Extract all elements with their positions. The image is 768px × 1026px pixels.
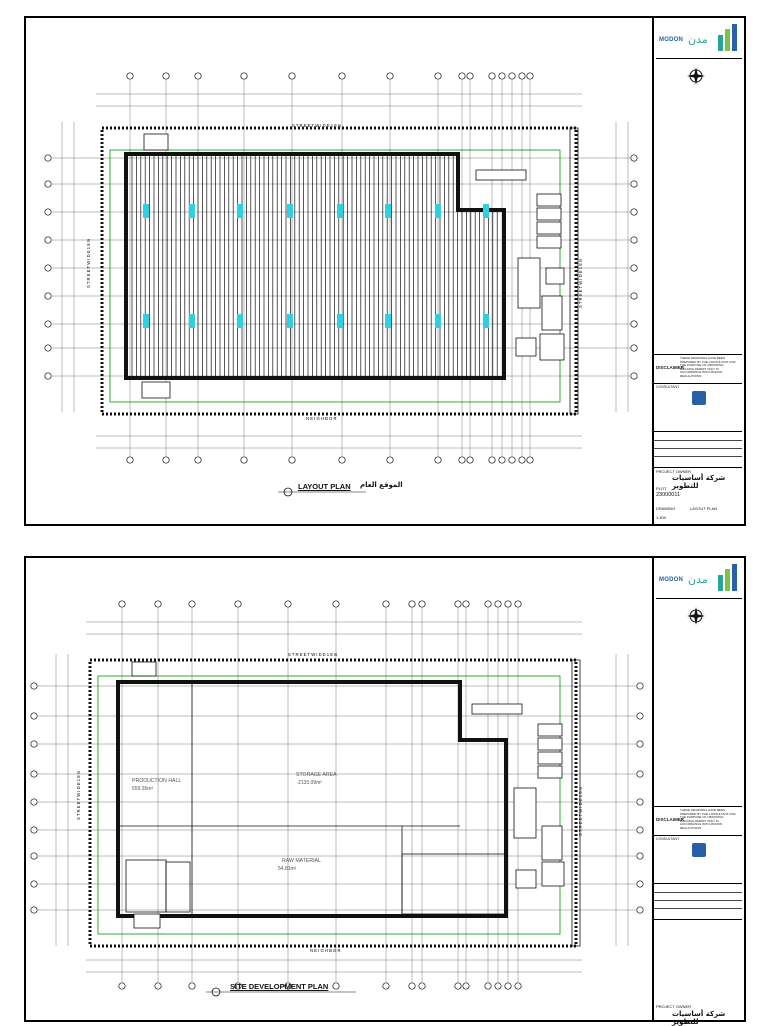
grid-bubble xyxy=(463,601,469,607)
client-logo xyxy=(656,20,742,59)
window-mark xyxy=(337,204,343,218)
title-block xyxy=(652,558,744,1026)
gate-box xyxy=(142,382,170,398)
grid-bubble xyxy=(383,601,389,607)
grid-bubble xyxy=(127,73,133,79)
brand-name: MODON xyxy=(659,577,683,583)
revision-table xyxy=(654,432,742,468)
logo-bars-icon xyxy=(716,563,740,593)
grid-bubble xyxy=(45,265,51,271)
grid-bubble xyxy=(489,457,495,463)
grid-bubble xyxy=(495,983,501,989)
grid-bubble xyxy=(163,73,169,79)
owner-name: شركة أساسيات للتطوير xyxy=(672,474,726,490)
grid-bubble xyxy=(631,321,637,327)
grid-bubble xyxy=(631,209,637,215)
grid-bubble xyxy=(31,907,37,913)
neighbor-label: N E I G H B O R xyxy=(310,948,341,953)
grid-bubble xyxy=(289,457,295,463)
layout-plan-drawing xyxy=(26,18,654,524)
grid-bubble xyxy=(333,601,339,607)
grid-bubble xyxy=(495,601,501,607)
grid-bubble xyxy=(419,983,425,989)
grid-bubble xyxy=(241,73,247,79)
grid-bubble xyxy=(339,457,345,463)
grid-bubble xyxy=(119,983,125,989)
label-box xyxy=(476,170,526,180)
grid-bubble xyxy=(339,73,345,79)
grid-bubble xyxy=(637,771,643,777)
grid-bubble xyxy=(455,983,461,989)
green-setback-line xyxy=(98,676,560,934)
grid-bubble xyxy=(419,601,425,607)
window-mark xyxy=(143,204,149,218)
revision-table xyxy=(654,884,742,920)
grid-bubble xyxy=(485,601,491,607)
grid-bubble xyxy=(45,237,51,243)
disclaimer-box xyxy=(654,806,742,836)
grid-bubble xyxy=(195,457,201,463)
grid-bubble xyxy=(637,907,643,913)
disclaimer-label: DISCLAIMER xyxy=(656,817,684,822)
grid-bubble xyxy=(31,683,37,689)
grid-bubble xyxy=(637,799,643,805)
brand-name: MODON xyxy=(659,37,683,43)
street-label-top: S T R E E T W I D E 1 8 m xyxy=(288,652,338,657)
grid-bubble xyxy=(489,73,495,79)
street-label-right: S T R E E T W I D E 1 8 m xyxy=(578,786,583,836)
grid-bubble xyxy=(333,983,339,989)
street-label-top: S T R E E T W I D E 1 8 m xyxy=(292,123,342,128)
disclaimer-box xyxy=(654,354,742,384)
drawing-title: SITE DEVELOPMENT PLAN xyxy=(230,982,329,991)
grid-bubble xyxy=(31,853,37,859)
grid-bubble xyxy=(637,741,643,747)
grid-bubble xyxy=(637,683,643,689)
drawing-label: DRAWING xyxy=(656,506,676,511)
grid-bubble xyxy=(387,73,393,79)
grid-bubble xyxy=(235,601,241,607)
grid-bubble xyxy=(515,601,521,607)
owner-name: شركة أساسيات للتطوير xyxy=(672,1010,726,1026)
grid-bubble xyxy=(637,881,643,887)
grid-bubble xyxy=(631,237,637,243)
owner-label: PROJECT OWNER xyxy=(656,1004,692,1009)
window-mark xyxy=(237,314,243,328)
service-area xyxy=(514,660,580,946)
grid-bubble xyxy=(527,73,533,79)
scale-value: 1:400 xyxy=(656,515,667,520)
window-mark xyxy=(287,314,293,328)
grid-bubble xyxy=(119,601,125,607)
consultant-logo-icon xyxy=(692,843,706,857)
grid-bubble xyxy=(637,713,643,719)
grid-bubble xyxy=(409,601,415,607)
plot-label: PLOT xyxy=(656,486,667,491)
grid-bubble xyxy=(409,983,415,989)
building-outline xyxy=(126,154,504,378)
window-mark xyxy=(483,204,489,218)
label-box xyxy=(472,704,522,714)
grid-bubble xyxy=(631,265,637,271)
grid-bubble xyxy=(509,457,515,463)
grid-bubble xyxy=(467,73,473,79)
logo-bars-icon xyxy=(716,23,740,53)
consultant-box xyxy=(654,836,742,884)
interior-walls xyxy=(120,684,506,914)
windows xyxy=(143,204,489,328)
client-logo xyxy=(656,560,742,599)
grid-bubble xyxy=(519,457,525,463)
grid-bubble xyxy=(631,345,637,351)
window-mark xyxy=(435,314,441,328)
grid-bubble xyxy=(31,827,37,833)
grid-bubble xyxy=(463,983,469,989)
consultant-logo-icon xyxy=(692,391,706,405)
north-arrow-icon xyxy=(686,66,706,86)
gate-box xyxy=(132,662,156,676)
grid-bubble xyxy=(45,155,51,161)
disclaimer-text: THESE DRAWINGS HAVE BEEN PREPARED BY THE CONSULTANT FOR THE PURPOSE OF OBTAINING BUILDING PERMIT ONLY IN ACCORDANCE WITH MODON REGULATIONS xyxy=(680,808,736,830)
grid-bubble xyxy=(631,181,637,187)
window-mark xyxy=(435,204,441,218)
street-label-left: S T R E E T W I D E 1 8 m xyxy=(76,770,81,820)
grid-bubble xyxy=(45,321,51,327)
owner-label: PROJECT OWNER xyxy=(656,469,692,474)
window-mark xyxy=(337,314,343,328)
window-mark xyxy=(189,314,195,328)
grid-bubble xyxy=(455,601,461,607)
grid-bubble xyxy=(637,853,643,859)
window-mark xyxy=(385,314,391,328)
grid-bubble xyxy=(45,373,51,379)
grid-bubble xyxy=(527,457,533,463)
north-arrow-icon xyxy=(686,606,706,626)
grid-bubble xyxy=(31,799,37,805)
grid-bubble xyxy=(509,73,515,79)
disclaimer-label: DISCLAIMER xyxy=(656,365,684,370)
grid-bubble xyxy=(31,881,37,887)
room-area-production-hall: 559.35m² xyxy=(132,786,154,792)
grid-bubble xyxy=(519,73,525,79)
window-mark xyxy=(143,314,149,328)
grid-bubble xyxy=(189,983,195,989)
grid-bubble xyxy=(499,457,505,463)
consultant-box xyxy=(654,384,742,432)
building-outline xyxy=(118,682,506,916)
street-label-right: S T R E E T W I D E 1 8 m xyxy=(578,258,583,308)
drawing-value: LAYOUT PLAN xyxy=(690,506,718,511)
window-mark xyxy=(385,204,391,218)
roof-structure xyxy=(132,156,497,376)
gate-box xyxy=(134,914,160,928)
drawing-title: LAYOUT PLAN xyxy=(298,482,351,491)
grid-bubble xyxy=(467,457,473,463)
grid-bubble xyxy=(499,73,505,79)
title-block xyxy=(652,18,744,524)
drawing-title-arabic: الموقع العام xyxy=(360,481,403,489)
window-mark xyxy=(483,314,489,328)
grid-bubble xyxy=(45,345,51,351)
site-development-plan-drawing xyxy=(26,558,654,1020)
grid-bubble xyxy=(45,209,51,215)
grid-bubble xyxy=(189,601,195,607)
grid-bubble xyxy=(195,73,201,79)
room-area-storage-area: 2135.09m² xyxy=(298,780,322,786)
grid-bubble xyxy=(163,457,169,463)
neighbor-label: N E I G H B O R xyxy=(306,416,337,421)
grid-bubble xyxy=(155,601,161,607)
grid-bubble xyxy=(383,983,389,989)
grid-bubble xyxy=(31,771,37,777)
brand-name-arabic: مدن xyxy=(688,573,708,586)
grid-lines xyxy=(38,608,636,982)
consultant-label: CONSULTANT xyxy=(656,837,680,841)
plot-number: 23000011 xyxy=(656,492,681,498)
window-mark xyxy=(237,204,243,218)
grid-bubble xyxy=(45,181,51,187)
plot-boundary xyxy=(90,660,576,946)
grid-bubble xyxy=(505,983,511,989)
brand-name-arabic: مدن xyxy=(688,33,708,46)
gate-box xyxy=(144,134,168,150)
window-mark xyxy=(287,204,293,218)
grid-bubble xyxy=(435,457,441,463)
grid-bubble xyxy=(459,73,465,79)
window-mark xyxy=(189,204,195,218)
room-name-storage-area: STORAGE AREA xyxy=(296,772,337,778)
grid-bubble xyxy=(631,373,637,379)
grid-bubble xyxy=(31,713,37,719)
grid-bubble xyxy=(485,983,491,989)
consultant-label: CONSULTANT xyxy=(656,385,680,389)
grid-bubble xyxy=(289,73,295,79)
room-area-raw-material: 54.81m² xyxy=(278,866,297,872)
grid-lines xyxy=(52,80,630,456)
grid-bubble xyxy=(515,983,521,989)
disclaimer-text: THESE DRAWINGS HAVE BEEN PREPARED BY THE CONSULTANT FOR THE PURPOSE OF OBTAINING BUILDING PERMIT ONLY IN ACCORDANCE WITH MODON REGULATIONS xyxy=(680,356,736,378)
grid-bubble xyxy=(631,293,637,299)
drawing-sheet-1 xyxy=(24,16,746,526)
grid-bubble xyxy=(505,601,511,607)
room-name-raw-material: RAW MATERIAL xyxy=(282,858,321,864)
drawing-sheet-2 xyxy=(24,556,746,1026)
grid-bubble xyxy=(459,457,465,463)
grid-bubble xyxy=(45,293,51,299)
grid-bubble xyxy=(387,457,393,463)
grid-bubble xyxy=(637,827,643,833)
grid-bubble xyxy=(435,73,441,79)
grid-bubble xyxy=(631,155,637,161)
room-name-production-hall: PRODUCTION HALL xyxy=(132,778,182,784)
street-label-left: S T R E E T W I D E 1 8 m xyxy=(86,238,91,288)
grid-bubble xyxy=(155,983,161,989)
grid-bubble xyxy=(241,457,247,463)
grid-bubble xyxy=(285,601,291,607)
grid-bubble xyxy=(31,741,37,747)
grid-bubble xyxy=(127,457,133,463)
